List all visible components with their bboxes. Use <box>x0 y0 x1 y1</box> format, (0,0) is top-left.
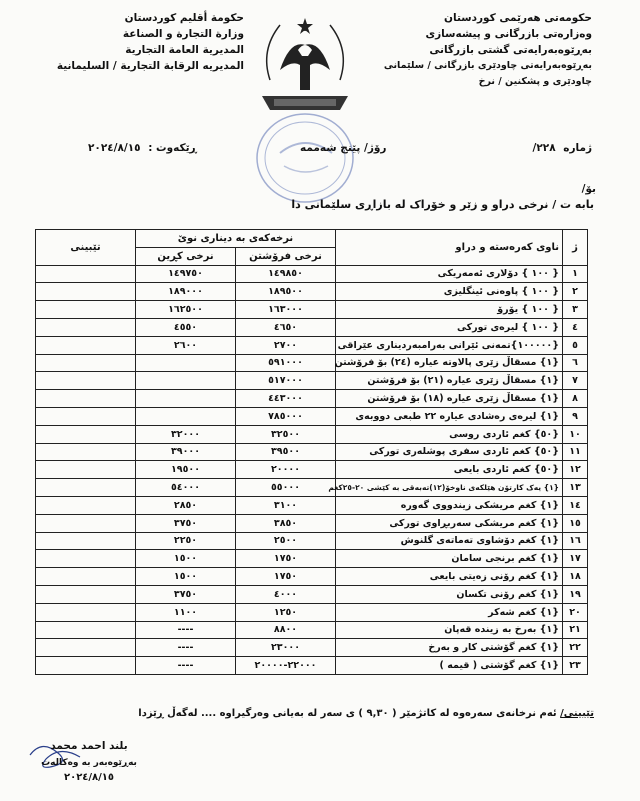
row-number: ١٢ <box>563 461 588 479</box>
row-number: ٥ <box>563 336 588 354</box>
row-number: ٢٠ <box>563 603 588 621</box>
note-cell <box>36 461 136 479</box>
buy-price: ٢٦٠٠ <box>136 336 236 354</box>
note-cell <box>36 532 136 550</box>
row-number: ١٠ <box>563 425 588 443</box>
price-table <box>35 229 588 675</box>
signatory-name: بلند احمد محمد <box>50 740 128 752</box>
note-cell <box>36 372 136 390</box>
item-name: {١} مسقاڵ زێری عیارە (٢١) بۆ فرۆشتن <box>336 372 563 390</box>
header-ar-line: حكومة أقليم كوردستان <box>124 12 244 24</box>
subject-line: بابە ت / نرخی دراو و زێر و خۆراک لە بازاڕی سلێمانی دا <box>291 198 594 211</box>
table-row <box>36 301 588 319</box>
item-name: {١} کغم شەکر <box>336 603 563 621</box>
header-ar-line: المديريه الرقابة التجارية / السليمانية <box>56 60 244 72</box>
row-number: ١٨ <box>563 568 588 586</box>
note-cell <box>36 283 136 301</box>
table-row <box>36 639 588 657</box>
note-cell <box>36 603 136 621</box>
header-ku-line: بەڕێوەبەرایەتی گشتی بازرگانی <box>429 44 592 56</box>
row-number: ١٦ <box>563 532 588 550</box>
footnote-label: تێبینی/ <box>560 708 594 719</box>
note-cell <box>36 265 136 283</box>
row-number: ١٩ <box>563 585 588 603</box>
buy-price: ١٦٢٥٠٠ <box>136 301 236 319</box>
sell-price: ١٧٥٠ <box>236 550 336 568</box>
row-number: ١٥ <box>563 514 588 532</box>
note-cell <box>36 657 136 675</box>
sell-price: ٣٨٥٠ <box>236 514 336 532</box>
column-header-buy: نرخی کڕین <box>136 247 236 265</box>
sell-price: ٢٠٠٠٠ <box>236 461 336 479</box>
note-cell <box>36 621 136 639</box>
table-row <box>36 283 588 301</box>
table-row <box>36 372 588 390</box>
reference-number-label: ژمارە <box>563 142 592 154</box>
row-number: ٣ <box>563 301 588 319</box>
table-row <box>36 514 588 532</box>
table-row <box>36 532 588 550</box>
sell-price: ٤٦٥٠ <box>236 318 336 336</box>
column-header-group: نرخەکەی بە دیناری نوێ <box>136 230 336 248</box>
row-number: ٢١ <box>563 621 588 639</box>
row-number: ٨ <box>563 390 588 408</box>
note-cell <box>36 550 136 568</box>
note-cell <box>36 425 136 443</box>
buy-price: ١٤٩٧٥٠ <box>136 265 236 283</box>
table-row <box>36 318 588 336</box>
buy-price: ٤٥٥٠ <box>136 318 236 336</box>
buy-price: ٣٩٠٠٠ <box>136 443 236 461</box>
row-number: ٤ <box>563 318 588 336</box>
buy-price: ٢٨٥٠ <box>136 496 236 514</box>
note-cell <box>36 639 136 657</box>
item-name: {١} مسقاڵ زێری پالاوتە عیارە (٢٤) بۆ فرۆشتن <box>336 354 563 372</box>
official-stamp-icon <box>250 108 360 208</box>
footnote-text: ئەم نرخانەی سەرەوە لە کاتژمێر ( ٩,٣٠ ) ی سەر لە بەیانی وەرگیراوە .... لەگەڵ ڕێزدا <box>138 708 557 719</box>
sell-price: ٣٩٥٠٠ <box>236 443 336 461</box>
note-cell <box>36 496 136 514</box>
table-row <box>36 425 588 443</box>
sell-price: ٥١٧٠٠٠ <box>236 372 336 390</box>
buy-price: ٣٢٠٠٠ <box>136 425 236 443</box>
row-number: ١٤ <box>563 496 588 514</box>
item-name: {١} کغم مریشکی سەربڕاوی تورکی <box>336 514 563 532</box>
table-row <box>36 585 588 603</box>
sell-price: ٤٤٣٠٠٠ <box>236 390 336 408</box>
sell-price: ١٦٣٠٠٠ <box>236 301 336 319</box>
sell-price: ٣١٠٠ <box>236 496 336 514</box>
buy-price <box>136 372 236 390</box>
sell-price: ٥٥٠٠٠ <box>236 479 336 497</box>
row-number: ١٧ <box>563 550 588 568</box>
item-name: {٥٠} کغم ئاردی بایعی <box>336 461 563 479</box>
buy-price: ٢٢٥٠ <box>136 532 236 550</box>
sell-price: ٥٩١٠٠٠ <box>236 354 336 372</box>
table-row <box>36 390 588 408</box>
item-name: {١} کغم برنجی سامان <box>336 550 563 568</box>
item-name: {١} کغم رۆنی زەیتی بایعی <box>336 568 563 586</box>
item-name: {١} کغم گۆشتی ( قیمە ) <box>336 657 563 675</box>
buy-price: ١٥٠٠ <box>136 550 236 568</box>
sell-price: ١٢٥٠ <box>236 603 336 621</box>
sell-price: ٢٥٠٠ <box>236 532 336 550</box>
item-name: { ١٠٠ } یۆرۆ <box>336 301 563 319</box>
header-ku-line: وەزارەتی بازرگانی و پیشەسازی <box>425 28 592 40</box>
signatory-title: بەڕێوەبەر بە وەکالەت <box>41 758 137 768</box>
reference-number-value: ٢٢٨/ <box>532 142 556 154</box>
item-name: {١} کغم رۆنی تکسان <box>336 585 563 603</box>
header-ar-line: وزارة التجارة و الصناعة <box>122 28 244 40</box>
table-row <box>36 336 588 354</box>
item-name: {١} بەرخ بە زیندە قەپان <box>336 621 563 639</box>
note-cell <box>36 514 136 532</box>
item-name: {١} کغم مریشکی زیندووی گەورە <box>336 496 563 514</box>
note-cell <box>36 301 136 319</box>
buy-price: ١١٠٠ <box>136 603 236 621</box>
table-row <box>36 354 588 372</box>
note-cell <box>36 568 136 586</box>
sell-price: ٤٠٠٠ <box>236 585 336 603</box>
row-number: ٢٢ <box>563 639 588 657</box>
header-ku-line: چاودێری و پشکنین / نرخ <box>478 76 592 87</box>
header-ar-line: المديرية العامة التجارية <box>125 44 244 56</box>
reference-date-value: ٢٠٢٤/٨/١٥ <box>88 142 141 154</box>
row-number: ٧ <box>563 372 588 390</box>
header-kurdish <box>362 10 592 90</box>
sell-price: ٣٢٥٠٠ <box>236 425 336 443</box>
buy-price: ٣٧٥٠ <box>136 585 236 603</box>
header-arabic <box>34 10 244 74</box>
sell-price: ١٨٩٥٠٠ <box>236 283 336 301</box>
item-name: {٥٠} کغم ئاردی سفری پوشلەری تورکی <box>336 443 563 461</box>
footnote <box>138 708 594 719</box>
buy-price <box>136 354 236 372</box>
item-name: {١} کغم دۆشاوی تەماتەی گلنوش <box>336 532 563 550</box>
sell-price: ٢٢٠٠٠-٢٠٠٠٠ <box>236 657 336 675</box>
header-ku-line: حکومەتی هەرێمی کوردستان <box>444 12 592 24</box>
recipient-line: بۆ/ <box>581 183 596 195</box>
reference-number <box>533 142 592 154</box>
table-row <box>36 621 588 639</box>
column-header-note: تێبینی <box>36 230 136 266</box>
sell-price: ٨٨٠٠ <box>236 621 336 639</box>
buy-price: ١٩٥٠٠ <box>136 461 236 479</box>
column-header-name: ناوی کەرەستە و دراو <box>336 230 563 266</box>
sell-price: ١٤٩٨٥٠ <box>236 265 336 283</box>
sell-price: ٢٣٠٠٠ <box>236 639 336 657</box>
table-row <box>36 603 588 621</box>
note-cell <box>36 479 136 497</box>
buy-price <box>136 390 236 408</box>
column-header-no: ژ <box>563 230 588 266</box>
table-row <box>36 443 588 461</box>
note-cell <box>36 585 136 603</box>
item-name: {١٠٠٠٠٠}تمەنی ئێرانی بەرامبەردیناری عێراقی <box>336 336 563 354</box>
table-row <box>36 479 588 497</box>
item-name: { ١٠٠ } دۆلاری ئەمەریکی <box>336 265 563 283</box>
row-number: ٢ <box>563 283 588 301</box>
table-row <box>36 657 588 675</box>
table-row <box>36 461 588 479</box>
buy-price: ٥٤٠٠٠ <box>136 479 236 497</box>
table-row <box>36 407 588 425</box>
signature-date: ٢٠٢٤/٨/١٥ <box>63 772 115 783</box>
item-name: {١} مسقاڵ زێری عیارە (١٨) بۆ فرۆشتن <box>336 390 563 408</box>
row-number: ١ <box>563 265 588 283</box>
table-row <box>36 496 588 514</box>
item-name: { ١٠٠ } پاوەنی ئینگلیزی <box>336 283 563 301</box>
buy-price: ١٥٠٠ <box>136 568 236 586</box>
signature-block <box>34 740 144 783</box>
buy-price: ---- <box>136 621 236 639</box>
reference-day: رۆژ/ پێنج شەممە <box>300 142 387 154</box>
item-name: {١} لیرەی رەشادی عیارە ٢٢ طبعی دووبەی <box>336 407 563 425</box>
buy-price: ---- <box>136 657 236 675</box>
row-number: ٩ <box>563 407 588 425</box>
table-row <box>36 550 588 568</box>
row-number: ٦ <box>563 354 588 372</box>
note-cell <box>36 354 136 372</box>
row-number: ٢٣ <box>563 657 588 675</box>
item-name: {١} یەک کارتۆن هێلکەی ناوخۆ(١٢)تەبەقی بە کێشی ٢٠-٢٥کغم <box>336 479 563 497</box>
sell-price: ٢٧٠٠ <box>236 336 336 354</box>
item-name: { ١٠٠ } لیرەی تورکی <box>336 318 563 336</box>
buy-price <box>136 407 236 425</box>
buy-price: ٣٧٥٠ <box>136 514 236 532</box>
item-name: {١} کغم گۆشتی کار و بەرخ <box>336 639 563 657</box>
note-cell <box>36 318 136 336</box>
table-row <box>36 265 588 283</box>
buy-price: ١٨٩٠٠٠ <box>136 283 236 301</box>
sell-price: ٧٨٥٠٠٠ <box>236 407 336 425</box>
header-ku-line: بەڕێوەبەرایەتی چاودێری بازرگانی / سلێمانی <box>383 60 592 71</box>
reference-date <box>88 142 197 154</box>
kurdistan-emblem-icon <box>240 10 370 118</box>
table-row <box>36 568 588 586</box>
reference-date-label: ڕێکەوت : <box>148 142 197 154</box>
note-cell <box>36 390 136 408</box>
row-number: ١٣ <box>563 479 588 497</box>
note-cell <box>36 443 136 461</box>
column-header-sell: نرخی فرۆشتن <box>236 247 336 265</box>
row-number: ١١ <box>563 443 588 461</box>
note-cell <box>36 336 136 354</box>
item-name: {٥٠} کغم ئاردی روسی <box>336 425 563 443</box>
buy-price: ---- <box>136 639 236 657</box>
note-cell <box>36 407 136 425</box>
sell-price: ١٧٥٠ <box>236 568 336 586</box>
